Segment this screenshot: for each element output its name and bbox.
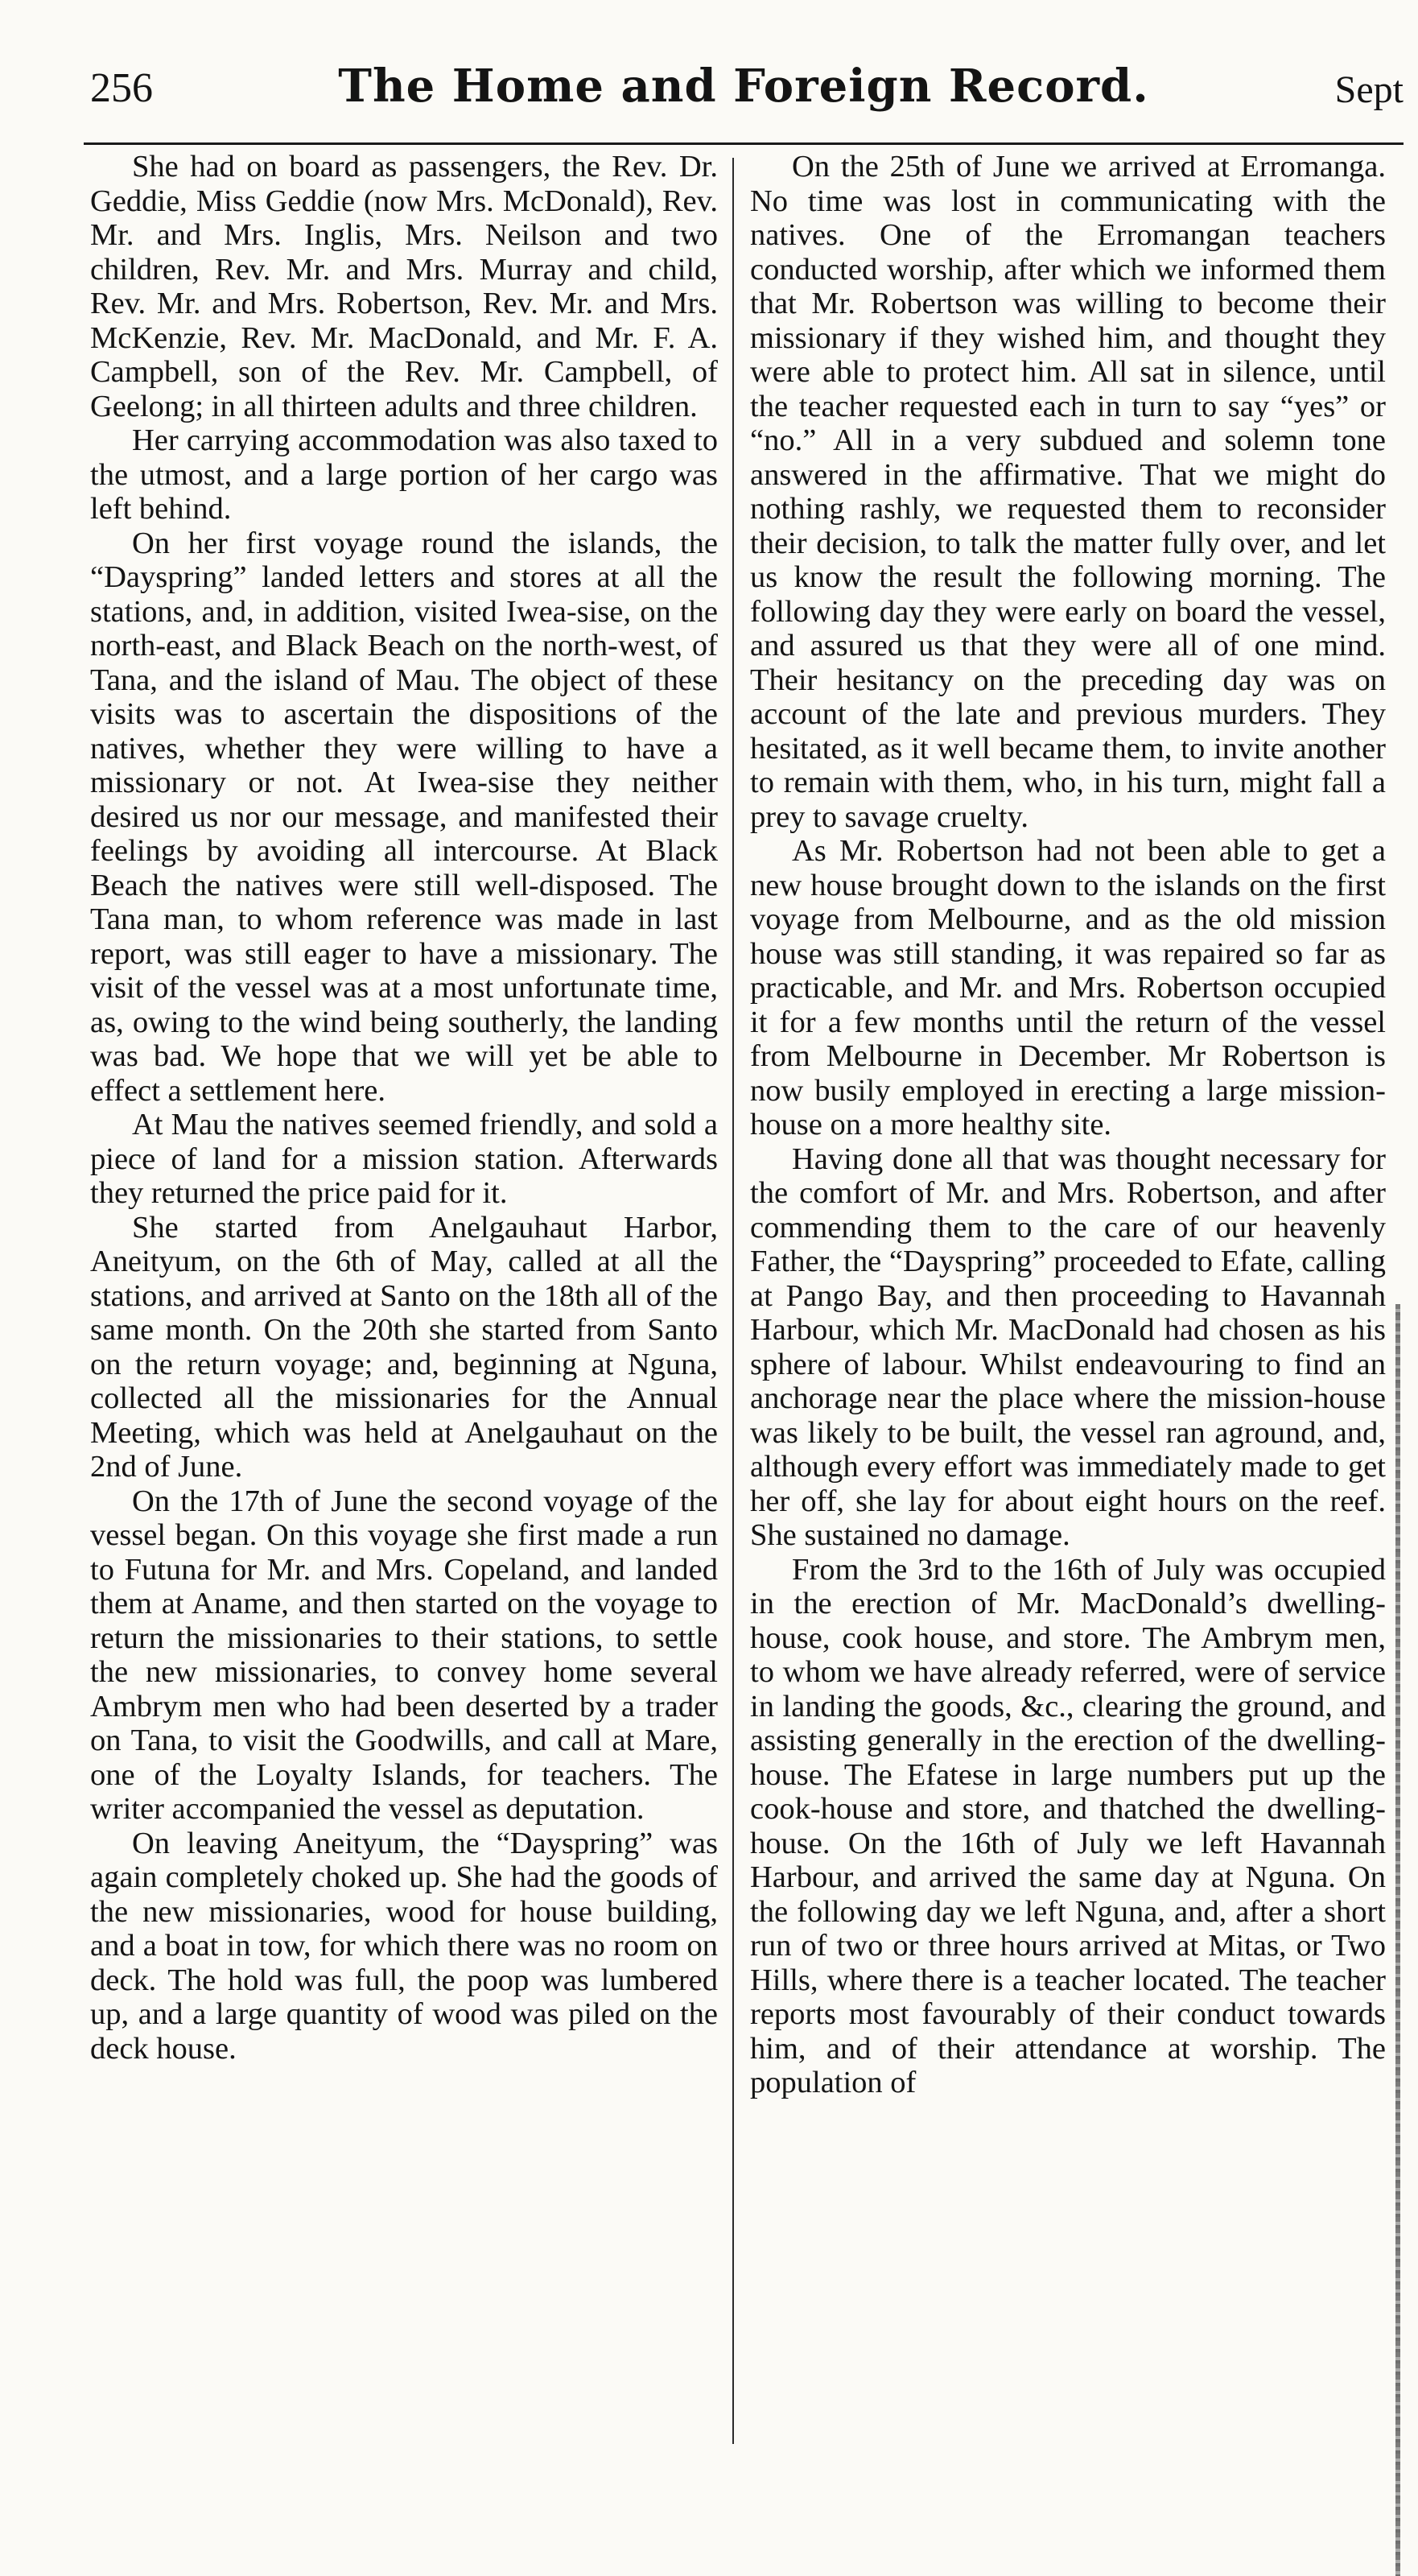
paragraph: Having done all that was thought necessary for the comfort of Mr. and Mrs. Robertson, and after commending them to the care of our heavenly Father, the “Dayspring” proceeded to Efate, calling at Pango Bay, and then proceeding to Havannah Harbour, which Mr. MacDonald had chosen as his sphere of labour. Whilst endeavouring to find an anchorage near the place where the mission-house was likely to be built, the vessel ran aground, and, although every effort was immediately made to get her off, she lay for about eight hours on the reef. She sustained no damage. xyxy=(750,1141,1386,1552)
running-month: Sept xyxy=(1334,68,1404,111)
page-header xyxy=(84,60,1404,137)
paragraph: As Mr. Robertson had not been able to get a new house brought down to the islands on the first voyage from Melbourne, and as the old mission house was still standing, it was repaired so far as practicable, and Mr. and Mrs. Robertson occupied it for a few months until the return of the vessel from Melbourne in December. Mr Robertson is now busily employed in erecting a large mission-house on a more healthy site. xyxy=(750,834,1386,1141)
paragraph: She had on board as passengers, the Rev. Dr. Geddie, Miss Geddie (now Mrs. McDonald), Rev. Mr. and Mrs. Inglis, Mrs. Neilson and two children, Rev. Mr. and Mrs. Murray and child, Rev. Mr. and Mrs. Robertson, Rev. Mr. and Mrs. McKenzie, Rev. Mr. MacDonald, and Mr. F. A. Campbell, son of the Rev. Mr. Campbell, of Geelong; in all thirteen adults and three children. xyxy=(90,150,718,423)
paragraph: From the 3rd to the 16th of July was occupied in the erection of Mr. MacDonald’s dwelling-house, cook house, and store. The Ambrym men, to whom we have already referred, were of service in landing the goods, &c., clearing the ground, and assisting generally in the erection of the dwelling-house. The Efatese in large numbers put up the cook-house and store, and thatched the dwelling-house. On the 16th of July we left Havannah Harbour, and arrived the same day at Nguna. On the following day we left Nguna, and, after a short run of two or three hours arrived at Mitas, or Two Hills, where there is a teacher located. The teacher reports most favourably of their conduct towards him, and of their attendance at worship. The population of xyxy=(750,1552,1386,2099)
page-number: 256 xyxy=(90,65,153,111)
paragraph: At Mau the natives seemed friendly, and sold a piece of land for a mission station. Afterwards they returned the price paid for it. xyxy=(90,1108,718,1210)
publication-title: The Home and Foreign Record. xyxy=(338,60,1149,113)
paragraph: On leaving Aneityum, the “Dayspring” was again completely choked up. She had the goods of the new missionaries, wood for house building, and a boat in tow, for which there was no room on deck. The hold was full, the poop was lumbered up, and a large quantity of wood was piled on the deck house. xyxy=(90,1826,718,2066)
left-column xyxy=(90,150,718,2066)
scan-edge-mark xyxy=(1395,1304,1400,2576)
paragraph: Her carrying accommodation was also taxed to the utmost, and a large portion of her cargo was left behind. xyxy=(90,423,718,526)
paragraph: On her first voyage round the islands, the “Dayspring” landed letters and stores at all the stations, and, in addition, visited Iwea-sise, on the north-east, and Black Beach on the north-west, of Tana, and the island of Mau. The object of these visits was to ascertain the dispositions of the natives, whether they were willing to have a missionary or not. At Iwea-sise they neither desired us nor our message, and manifested their feelings by avoiding all intercourse. At Black Beach the natives were still well-disposed. The Tana man, to whom reference was made in last report, was still eager to have a missionary. The visit of the vessel was at a most unfortunate time, as, owing to the wind being southerly, the landing was bad. We hope that we will yet be able to effect a settlement here. xyxy=(90,526,718,1108)
paragraph: She started from Anelgauhaut Harbor, Aneityum, on the 6th of May, called at all the stations, and arrived at Santo on the 18th all of the same month. On the 20th she started from Santo on the return voyage; and, beginning at Nguna, collected all the missionaries for the Annual Meeting, which was held at Anelgauhaut on the 2nd of June. xyxy=(90,1210,718,1484)
header-rule xyxy=(84,142,1404,145)
column-divider xyxy=(732,158,734,2444)
right-column xyxy=(750,150,1386,2100)
paragraph: On the 25th of June we arrived at Erromanga. No time was lost in communicating with the natives. One of the Erromangan teachers conducted worship, after which we informed them that Mr. Robertson was willing to become their missionary if they wished him, and thought they were able to protect him. All sat in silence, until the teacher requested each in turn to say “yes” or “no.” All in a very subdued and solemn tone answered in the affirmative. That we might do nothing rashly, we requested them to reconsider their decision, to talk the matter fully over, and let us know the result the following morning. The following day they were early on board the vessel, and assured us that they were all of one mind. Their hesitancy on the preceding day was on account of the late and previous murders. They hesitated, as it well became them, to invite another to remain with them, who, in his turn, might fall a prey to savage cruelty. xyxy=(750,150,1386,834)
paragraph: On the 17th of June the second voyage of the vessel began. On this voyage she first made a run to Futuna for Mr. and Mrs. Copeland, and landed them at Aname, and then started on the voyage to return the missionaries to their stations, to settle the new missionaries, to convey home several Ambrym men who had been deserted by a trader on Tana, to visit the Goodwills, and call at Mare, one of the Loyalty Islands, for teachers. The writer accompanied the vessel as deputation. xyxy=(90,1484,718,1826)
